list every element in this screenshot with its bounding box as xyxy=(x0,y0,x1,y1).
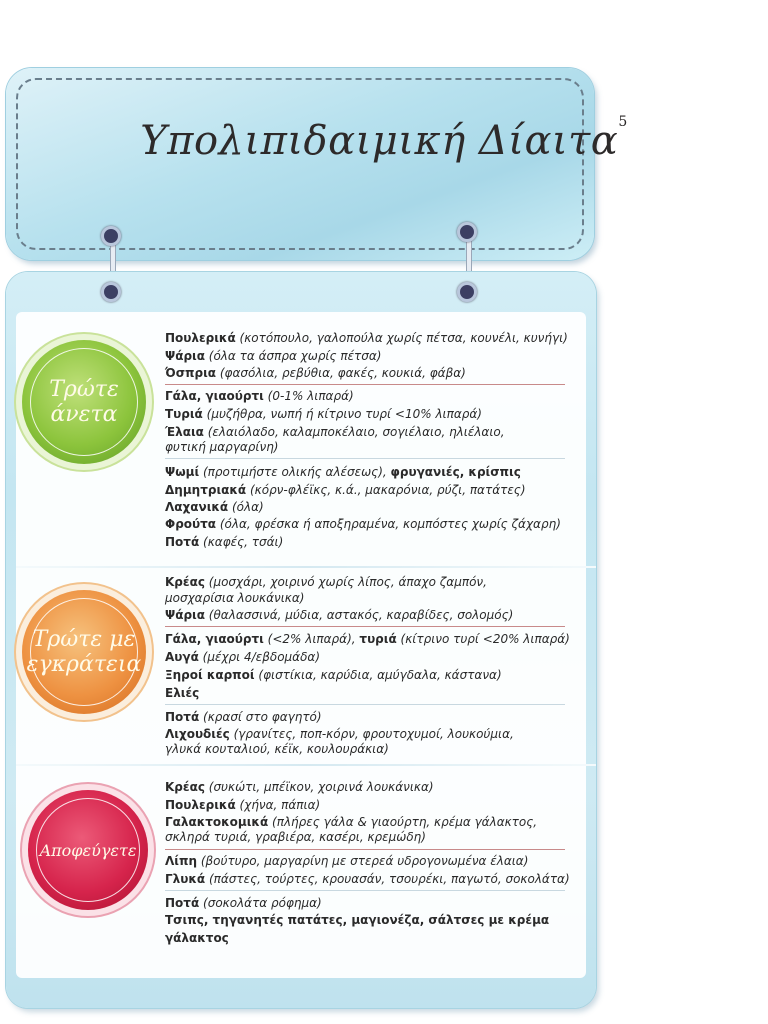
list-item: γάλακτος xyxy=(165,931,229,945)
badge-label: Αποφεύγετε xyxy=(39,840,137,860)
badge-avoid xyxy=(28,790,148,910)
title-reference: 5 xyxy=(618,114,628,130)
badge-ring xyxy=(30,598,138,706)
list-item: Ψάρια (όλα τα άσπρα χωρίς πέτσα) xyxy=(165,349,382,363)
ring-icon xyxy=(101,282,121,302)
list-item: Ποτά (σοκολάτα ρόφημα) xyxy=(165,896,322,910)
list-item: Γάλα, γιαούρτι (0-1% λιπαρά) xyxy=(165,389,354,403)
badge-ring xyxy=(36,798,140,902)
page-title xyxy=(0,114,768,164)
ring-icon xyxy=(457,282,477,302)
list-item: Τυριά (μυζήθρα, νωπή ή κίτρινο τυρί <10% λιπαρά) xyxy=(165,407,482,421)
section-divider xyxy=(16,764,596,766)
list-item: Κρέας (συκώτι, μπέϊκον, χοιρινά λουκάνικα) xyxy=(165,780,434,794)
title-card xyxy=(6,68,594,260)
list-item: Ποτά (κρασί στο φαγητό) xyxy=(165,710,322,724)
item-rule xyxy=(165,890,565,891)
list-item: φυτική μαργαρίνη) xyxy=(165,440,279,454)
list-item: Ποτά (καφές, τσάι) xyxy=(165,535,284,549)
list-item: Ψάρια (θαλασσινά, μύδια, αστακός, καραβίδες, σολομός) xyxy=(165,608,514,622)
list-item: Λίπη (βούτυρο, μαργαρίνη με στερεά υδρογονωμένα έλαια) xyxy=(165,854,529,868)
item-rule xyxy=(165,458,565,459)
list-item: Λιχουδιές (γρανίτες, ποπ-κόρν, φρουτοχυμοί, λουκούμια, xyxy=(165,727,514,741)
list-item: Πουλερικά (κοτόπουλο, γαλοπούλα χωρίς πέτσα, κουνέλι, κυνήγι) xyxy=(165,331,568,345)
list-item: Όσπρια (φασόλια, ρεβύθια, φακές, κουκιά, φάβα) xyxy=(165,366,466,380)
badge-label: Τρώτε με εγκράτεια xyxy=(26,627,142,677)
list-item: Τσιπς, τηγανητές πατάτες, μαγιονέζα, σάλτσες με κρέμα xyxy=(165,913,550,927)
list-item: γλυκά κουταλιού, κέϊκ, κουλουράκια) xyxy=(165,742,389,756)
badge-label: Τρώτε άνετα xyxy=(49,377,119,427)
list-item: Ξηροί καρποί (φιστίκια, καρύδια, αμύγδαλα, κάστανα) xyxy=(165,668,502,682)
badge-ring xyxy=(30,348,138,456)
list-item: Ψωμί (προτιμήστε ολικής αλέσεως), φρυγανιές, κρίσπις xyxy=(165,465,521,479)
list-item: Φρούτα (όλα, φρέσκα ή αποξηραμένα, κομπόστες χωρίς ζάχαρη) xyxy=(165,517,561,531)
list-item: Δημητριακά (κόρν-φλέϊκς, κ.ά., μακαρόνια, ρύζι, πατάτες) xyxy=(165,483,526,497)
list-item: Κρέας (μοσχάρι, χοιρινό χωρίς λίπος, άπαχο ζαμπόν, xyxy=(165,575,487,589)
badge-eat-freely xyxy=(22,340,146,464)
title-text: Υπολιπιδαιμική Δίαιτα xyxy=(140,118,619,164)
item-rule xyxy=(165,384,565,385)
list-item: μοσχαρίσια λουκάνικα) xyxy=(165,591,305,605)
list-item: Έλαια (ελαιόλαδο, καλαμποκέλαιο, σογιέλαιο, ηλιέλαιο, xyxy=(165,425,505,439)
list-item: Λαχανικά (όλα) xyxy=(165,500,264,514)
item-rule xyxy=(165,704,565,705)
ring-icon xyxy=(457,222,477,242)
ring-icon xyxy=(101,226,121,246)
list-item: Πουλερικά (χήνα, πάπια) xyxy=(165,798,321,812)
list-item: Γάλα, γιαούρτι (<2% λιπαρά), τυριά (κίτρινο τυρί <20% λιπαρά) xyxy=(165,632,570,646)
section-divider xyxy=(16,566,596,568)
item-rule xyxy=(165,626,565,627)
list-item: Γαλακτοκομικά (πλήρες γάλα & γιαούρτη, κρέμα γάλακτος, xyxy=(165,815,538,829)
badge-eat-moderately xyxy=(22,590,146,714)
list-item: Ελιές xyxy=(165,686,200,700)
dashed-border xyxy=(16,78,584,250)
list-item: Γλυκά (πάστες, τούρτες, κρουασάν, τσουρέκι, παγωτό, σοκολάτα) xyxy=(165,872,570,886)
list-item: σκληρά τυριά, γραβιέρα, κασέρι, κρεμώδη) xyxy=(165,830,426,844)
item-rule xyxy=(165,849,565,850)
list-item: Αυγά (μέχρι 4/εβδομάδα) xyxy=(165,650,321,664)
